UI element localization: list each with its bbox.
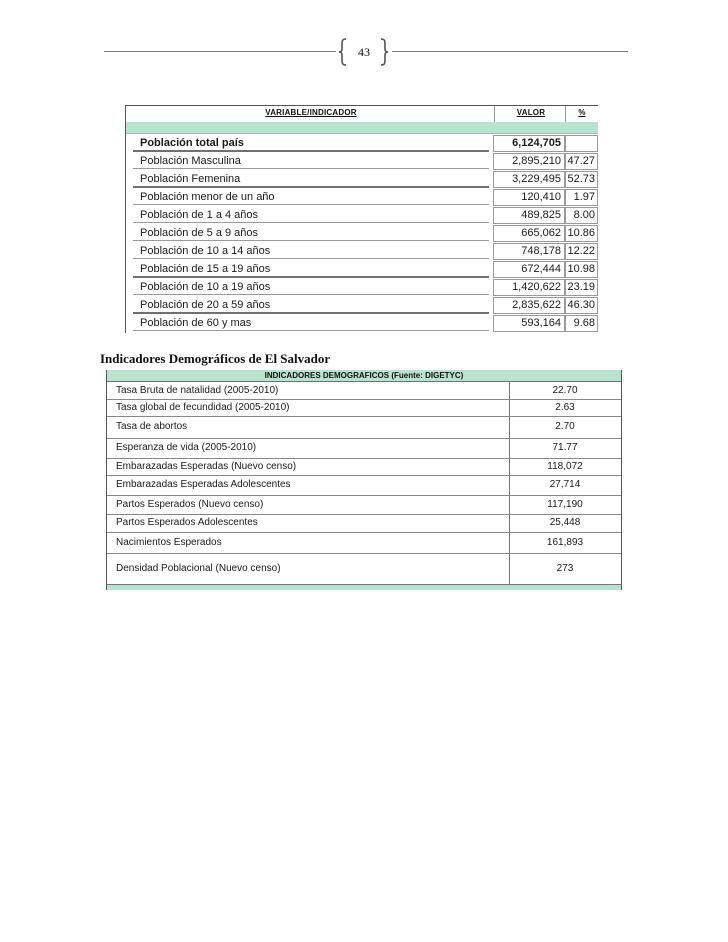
indicator-label: Embarazadas Esperadas (Nuevo censo) [116,461,297,472]
row-rule [133,294,489,295]
table-row [125,242,598,260]
row-rule [133,204,489,205]
row-percent: 10.86 [567,227,595,239]
table-row [125,152,598,170]
indicator-value: 273 [556,563,574,574]
table-row [107,553,621,585]
row-value: 2,835,622 [512,299,561,311]
row-value: 1,420,622 [512,281,561,293]
table-row [107,399,621,417]
indicator-label: Esperanza de vida (2005-2010) [116,442,257,453]
row-label: Población de 15 a 19 años [140,263,271,275]
row-value: 3,229,495 [512,173,561,185]
table-row [107,416,621,439]
indicator-value: 2.70 [555,421,575,432]
table-row [125,170,598,188]
table-footer-band [107,584,621,590]
row-value: 489,825 [521,209,561,221]
row-label: Población de 20 a 59 años [140,299,271,311]
population-table [125,105,598,333]
page-number: 43 [358,45,370,59]
page-header [0,0,728,80]
section-title: Indicadores Demográficos de El Salvador [100,351,331,366]
row-percent: 8.00 [573,209,595,221]
row-value: 2,895,210 [512,155,561,167]
demographic-indicators-table [106,370,622,590]
row-percent: 1.97 [573,191,595,203]
row-value: 6,124,705 [512,137,561,149]
indicator-value: 161,893 [546,537,584,548]
row-rule [133,168,489,169]
row-percent: 9.68 [573,317,595,329]
indicator-value: 2.63 [555,402,575,413]
row-label: Población de 1 a 4 años [140,209,259,221]
row-percent [565,134,595,152]
table-row [125,188,598,206]
row-rule [133,258,489,259]
row-value: 593,164 [521,317,561,329]
indicator-value: 22.70 [552,385,578,396]
right-brace-icon [379,38,389,66]
row-label: Población Femenina [140,173,241,185]
table-header: INDICADORES DEMOGRAFICOS (Fuente: DIGETYC) [107,370,621,382]
table-row [107,532,621,554]
indicator-value: 118,072 [547,461,583,472]
row-rule [133,240,489,241]
left-brace-icon [338,38,348,66]
table-row [107,382,621,400]
indicator-label: Embarazadas Esperadas Adolescentes [116,479,291,490]
row-percent: 46.30 [567,299,595,311]
row-value: 120,410 [521,191,561,203]
row-label: Población de 10 a 19 años [140,281,271,293]
indicator-label: Densidad Poblacional (Nuevo censo) [116,563,281,574]
indicator-value: 71.77 [552,442,578,453]
header-rule-right [392,51,628,52]
header-band [126,122,598,134]
table-row [125,296,598,314]
row-label: Población menor de un año [140,191,275,203]
indicator-label: Partos Esperados (Nuevo censo) [116,499,264,510]
table-row [125,314,598,332]
indicator-label: Partos Esperados Adolescentes [116,517,258,528]
column-header-percent: % [578,108,586,117]
table-row [107,438,621,459]
row-label: Población de 10 a 14 años [140,245,271,257]
table-row [125,224,598,242]
column-header-value: VALOR [516,108,546,117]
population-rows [125,134,598,332]
table-row [125,134,598,152]
table-row [107,514,621,533]
table-row [107,458,621,476]
indicator-value: 117,190 [547,499,583,510]
row-percent: 52.73 [567,173,595,185]
indicator-value: 25,448 [549,517,581,528]
table-header-row [126,105,598,123]
table-row [125,260,598,278]
table-row [107,475,621,496]
row-label: Población de 60 y mas [140,317,252,329]
header-rule-left [104,51,336,52]
row-percent: 23.19 [567,281,595,293]
row-value: 748,178 [521,245,561,257]
row-percent: 12.22 [567,245,595,257]
column-header-variable: VARIABLE/INDICADOR [265,108,357,117]
table-row [107,495,621,515]
table-row [125,206,598,224]
indicator-label: Tasa de abortos [116,421,188,432]
column-separator [494,106,495,122]
indicator-label: Tasa Bruta de natalidad (2005-2010) [116,385,279,396]
indicator-label: Tasa global de fecundidad (2005-2010) [116,402,290,413]
row-percent: 47.27 [567,155,595,167]
row-value: 672,444 [521,263,561,275]
row-label: Población total país [140,137,244,149]
row-rule [133,222,489,223]
row-value: 665,062 [521,227,561,239]
row-label: Población de 5 a 9 años [140,227,259,239]
table-row [125,278,598,296]
indicator-value: 27,714 [549,479,581,490]
row-percent: 10.98 [567,263,595,275]
indicator-label: Nacimientos Esperados [116,537,222,548]
row-rule [133,330,489,331]
row-label: Población Masculina [140,155,241,167]
